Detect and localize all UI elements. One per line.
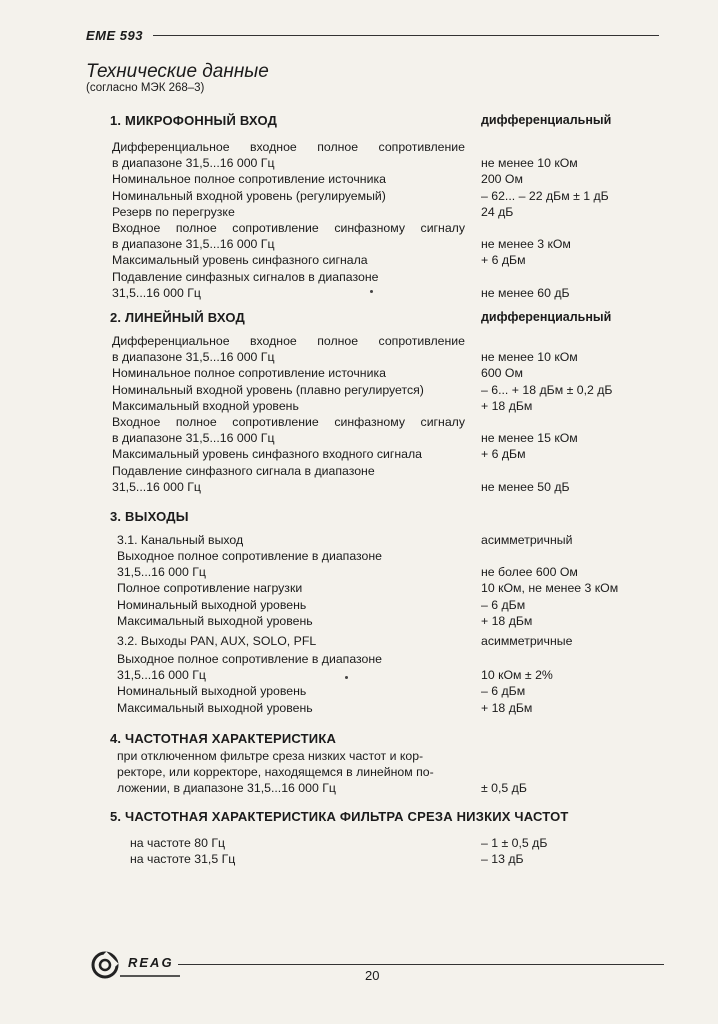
spec-label: Номинальный выходной уровень bbox=[117, 597, 307, 612]
spec-row bbox=[0, 334, 718, 350]
spec-row bbox=[0, 581, 718, 597]
spec-row bbox=[0, 431, 718, 447]
spec-row bbox=[0, 749, 718, 765]
spec-row bbox=[0, 480, 718, 496]
spec-label: Максимальный входной уровень bbox=[112, 398, 299, 413]
spec-value: 10 кОм, не менее 3 кОм bbox=[481, 581, 619, 596]
spec-row bbox=[0, 415, 718, 431]
spec-value: 200 Ом bbox=[481, 172, 523, 187]
section-1-heading: 1. МИКРОФОННЫЙ ВХОД bbox=[110, 113, 278, 128]
spec-value: 10 кОм ± 2% bbox=[481, 668, 553, 683]
spec-row bbox=[0, 286, 718, 302]
spec-label: Номинальное полное сопротивление источника bbox=[112, 172, 386, 187]
spec-label: ректоре, или корректоре, находящемся в линейном по- bbox=[117, 765, 434, 780]
spec-label: Дифференциальное входное полное сопротивление bbox=[112, 334, 465, 348]
spec-row bbox=[0, 565, 718, 581]
page-title: Технические данные bbox=[86, 61, 269, 82]
spec-value: + 18 дБм bbox=[481, 398, 533, 413]
spec-row bbox=[0, 189, 718, 205]
spec-label: Полное сопротивление нагрузки bbox=[117, 581, 303, 596]
spec-label: Выходное полное сопротивление в диапазоне bbox=[117, 549, 383, 563]
spec-row bbox=[0, 366, 718, 382]
spec-label: в диапазоне 31,5...16 000 Гц bbox=[112, 156, 275, 171]
spec-value: + 6 дБм bbox=[481, 447, 526, 462]
spec-label: 31,5...16 000 Гц bbox=[117, 565, 206, 580]
spec-label: 31,5...16 000 Гц bbox=[112, 285, 201, 300]
spec-label: 31,5...16 000 Гц bbox=[117, 668, 206, 683]
spec-label: Максимальный выходной уровень bbox=[117, 700, 313, 715]
spec-value: не менее 60 дБ bbox=[481, 285, 570, 300]
spec-value: – 13 дБ bbox=[481, 852, 524, 867]
spec-row bbox=[0, 781, 718, 797]
spec-label: в диапазоне 31,5...16 000 Гц bbox=[112, 431, 275, 446]
spec-row bbox=[0, 156, 718, 172]
spec-row bbox=[0, 172, 718, 188]
spec-value: – 6 дБм bbox=[481, 597, 526, 612]
header-rule bbox=[153, 35, 659, 36]
print-speck bbox=[370, 290, 373, 293]
spec-row bbox=[0, 549, 718, 565]
spec-row bbox=[0, 464, 718, 480]
spec-value: – 6 дБм bbox=[481, 684, 526, 699]
footer-rule bbox=[178, 964, 664, 965]
spec-label: Максимальный уровень синфазного сигнала bbox=[112, 253, 368, 268]
section-3-heading: 3. ВЫХОДЫ bbox=[110, 509, 189, 524]
spec-value: не менее 10 кОм bbox=[481, 350, 578, 365]
spec-row bbox=[0, 270, 718, 286]
spec-value: 24 дБ bbox=[481, 204, 514, 219]
spec-label: Максимальный выходной уровень bbox=[117, 613, 313, 628]
spec-row bbox=[0, 701, 718, 717]
spec-value: не менее 3 кОм bbox=[481, 237, 571, 252]
spec-value: не более 600 Ом bbox=[481, 565, 578, 580]
spec-value: не менее 50 дБ bbox=[481, 479, 570, 494]
section-2-type: дифференциальный bbox=[481, 310, 612, 324]
section-4-heading: 4. ЧАСТОТНАЯ ХАРАКТЕРИСТИКА bbox=[110, 731, 337, 746]
subsection-3-1 bbox=[0, 533, 718, 549]
spec-row bbox=[0, 668, 718, 684]
spec-label: Максимальный уровень синфазного входного сигнала bbox=[112, 447, 422, 462]
spec-label: 31,5...16 000 Гц bbox=[112, 479, 201, 494]
spec-label: Дифференциальное входное полное сопротивление bbox=[112, 140, 465, 154]
spec-row bbox=[0, 350, 718, 366]
spec-row bbox=[0, 253, 718, 269]
spec-value: – 1 ± 0,5 дБ bbox=[481, 836, 548, 850]
spec-label: Выходное полное сопротивление в диапазоне bbox=[117, 652, 383, 666]
spec-value: + 18 дБм bbox=[481, 613, 533, 628]
print-speck bbox=[345, 676, 348, 679]
spec-row bbox=[0, 684, 718, 700]
subsection-3-1-heading: 3.1. Канальный выход bbox=[117, 533, 244, 547]
spec-row bbox=[0, 221, 718, 237]
subsection-3-1-type: асимметричный bbox=[481, 533, 573, 547]
spec-row bbox=[0, 652, 718, 668]
section-1-type: дифференциальный bbox=[481, 113, 612, 127]
spec-label: в диапазоне 31,5...16 000 Гц bbox=[112, 237, 275, 252]
spec-label: Резерв по перегрузке bbox=[112, 204, 235, 219]
spec-label: Номинальный входной уровень (регулируемый) bbox=[112, 188, 386, 203]
spec-value: не менее 15 кОм bbox=[481, 431, 578, 446]
subsection-3-2 bbox=[0, 634, 718, 650]
spec-label: на частоте 80 Гц bbox=[130, 836, 226, 850]
subsection-3-2-type: асимметричные bbox=[481, 634, 573, 648]
page-number: 20 bbox=[365, 968, 380, 983]
page-subtitle: (согласно МЭК 268–3) bbox=[86, 82, 205, 94]
spec-label: Подавление синфазного сигнала в диапазоне bbox=[112, 463, 375, 478]
spec-row bbox=[0, 383, 718, 399]
spec-row bbox=[0, 765, 718, 781]
spec-label: Подавление синфазных сигналов в диапазоне bbox=[112, 269, 379, 284]
logo-wordmark: REAG bbox=[128, 955, 174, 970]
spec-value: – 62... – 22 дБм ± 1 дБ bbox=[481, 188, 609, 203]
spec-label: при отключенном фильтре среза низких частот и кор- bbox=[117, 749, 424, 763]
spec-row bbox=[0, 836, 718, 852]
spec-label: Номинальное полное сопротивление источника bbox=[112, 366, 386, 381]
spec-label: на частоте 31,5 Гц bbox=[130, 852, 236, 867]
spec-row bbox=[0, 447, 718, 463]
spec-row bbox=[0, 140, 718, 156]
spec-label: в диапазоне 31,5...16 000 Гц bbox=[112, 350, 275, 365]
spec-value: + 6 дБм bbox=[481, 253, 526, 268]
spec-row bbox=[0, 598, 718, 614]
spec-label: Номинальный входной уровень (плавно регулируется) bbox=[112, 382, 424, 397]
spec-value: – 6... + 18 дБм ± 0,2 дБ bbox=[481, 382, 613, 397]
spec-label: Номинальный выходной уровень bbox=[117, 684, 307, 699]
spec-value: не менее 10 кОм bbox=[481, 156, 578, 171]
spec-row bbox=[0, 205, 718, 221]
section-2-heading: 2. ЛИНЕЙНЫЙ ВХОД bbox=[110, 310, 246, 325]
spec-value: + 18 дБм bbox=[481, 700, 533, 715]
model-header: EME 593 bbox=[86, 28, 143, 43]
spec-value: 600 Ом bbox=[481, 366, 523, 381]
spec-row bbox=[0, 614, 718, 630]
spec-value: ± 0,5 дБ bbox=[481, 781, 527, 796]
spec-label: Входное полное сопротивление синфазному сигналу bbox=[112, 415, 465, 429]
spec-row bbox=[0, 852, 718, 868]
spec-label: Входное полное сопротивление синфазному сигналу bbox=[112, 221, 465, 235]
section-5-heading: 5. ЧАСТОТНАЯ ХАРАКТЕРИСТИКА ФИЛЬТРА СРЕЗА НИЗКИХ ЧАСТОТ bbox=[110, 809, 569, 824]
spec-label: ложении, в диапазоне 31,5...16 000 Гц bbox=[117, 781, 336, 796]
spec-row bbox=[0, 399, 718, 415]
spec-row bbox=[0, 237, 718, 253]
subsection-3-2-heading: 3.2. Выходы PAN, AUX, SOLO, PFL bbox=[117, 634, 317, 648]
